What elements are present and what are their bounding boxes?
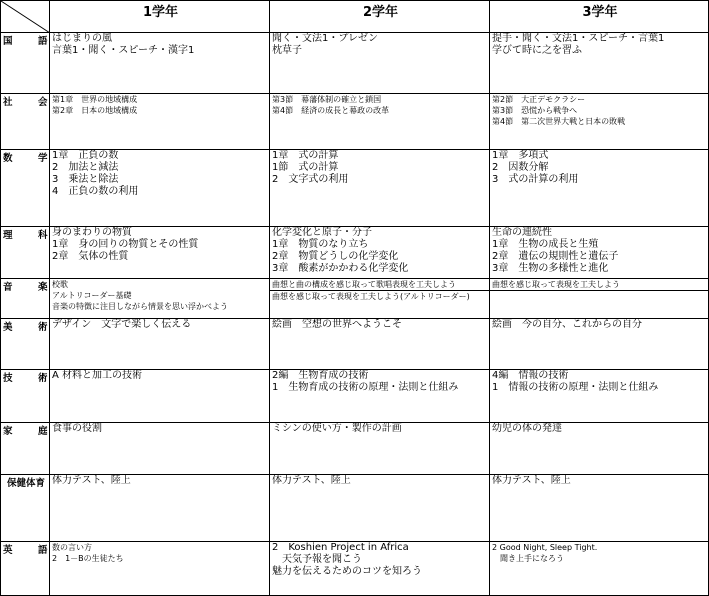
header-row xyxy=(1,1,709,33)
cell-line: 1章 身の回りの物質とその性質 xyxy=(52,239,199,250)
cell-line: 3章 生物の多様性と進化 xyxy=(492,263,609,274)
subject-science: 理 科 xyxy=(1,227,50,279)
cell-music-y3 xyxy=(490,279,709,319)
cell-line: 絵画 今の自分、これからの自分 xyxy=(492,319,642,330)
cell-line: 第4節 経済の成長と幕政の改革 xyxy=(272,106,390,115)
cell-line: 4編 情報の技術 xyxy=(492,370,569,381)
cell-line: 聞き上手になろう xyxy=(492,554,564,563)
cell-line: 1章 式の計算 xyxy=(272,150,339,161)
cell-pe-y3 xyxy=(490,475,709,542)
cell-japanese-y1 xyxy=(50,33,270,94)
cell-music-y2 xyxy=(270,279,490,319)
music-segment xyxy=(490,279,708,290)
cell-line: 1 生物育成の技術の原理・法則と仕組み xyxy=(272,382,459,393)
cell-line: 1章 生物の成長と生殖 xyxy=(492,239,599,250)
cell-line: 体力テスト、陸上 xyxy=(52,475,131,486)
cell-english-y1 xyxy=(50,542,270,596)
table-row xyxy=(1,423,709,475)
table-row xyxy=(1,150,709,227)
cell-line: 曲想と曲の構成を感じ取って歌唱表現を工夫しよう xyxy=(272,280,456,289)
cell-english-y2 xyxy=(270,542,490,596)
cell-line: 3 式の計算の利用 xyxy=(492,174,579,185)
cell-line: 校歌 xyxy=(52,280,68,289)
cell-line: 2 加法と減法 xyxy=(52,162,119,173)
cell-line: 2 Koshien Project in Africa xyxy=(272,542,409,553)
cell-math-y3 xyxy=(490,150,709,227)
subject-art: 美 術 xyxy=(1,319,50,370)
cell-line: 2章 遺伝の規則性と遺伝子 xyxy=(492,251,619,262)
cell-line: 2編 生物育成の技術 xyxy=(272,370,369,381)
music-segment xyxy=(270,290,489,302)
cell-line: 1節 式の計算 xyxy=(272,162,339,173)
cell-art-y2 xyxy=(270,319,490,370)
cell-line: 絵画 空想の世界へようこそ xyxy=(272,319,402,330)
cell-line: 音楽の特徴に注目しながら情景を思い浮かべよう xyxy=(52,302,228,311)
cell-line: 食事の役割 xyxy=(52,423,102,434)
cell-art-y3 xyxy=(490,319,709,370)
cell-line: 2 Good Night, Sleep Tight. xyxy=(492,543,598,552)
cell-line: 体力テスト、陸上 xyxy=(492,475,571,486)
cell-line: はじまりの風 xyxy=(52,33,112,44)
cell-line: 2 因数分解 xyxy=(492,162,549,173)
subject-pe: 保健体育 xyxy=(1,475,50,542)
cell-line: アルトリコーダー基礎 xyxy=(52,291,132,300)
cell-line: 1章 多項式 xyxy=(492,150,549,161)
corner-cell xyxy=(1,1,50,33)
cell-science-y1 xyxy=(50,227,270,279)
cell-line: 聞く・文法1・プレゼン xyxy=(272,33,378,44)
diagonal-line xyxy=(1,1,50,33)
cell-japanese-y2 xyxy=(270,33,490,94)
cell-line: 4 正負の数の利用 xyxy=(52,186,139,197)
cell-home-y2 xyxy=(270,423,490,475)
cell-science-y2 xyxy=(270,227,490,279)
cell-line: 化学変化と原子・分子 xyxy=(272,227,372,238)
cell-home-y1 xyxy=(50,423,270,475)
subject-technology: 技 術 xyxy=(1,370,50,423)
cell-line: 1章 物質のなり立ち xyxy=(272,239,369,250)
year-3-header: 3学年 xyxy=(490,1,709,33)
cell-line: 数の言い方 xyxy=(52,543,92,552)
cell-line: 身のまわりの物質 xyxy=(52,227,132,238)
cell-line: 第4節 第二次世界大戦と日本の敗戦 xyxy=(492,117,626,126)
cell-line: 体力テスト、陸上 xyxy=(272,475,351,486)
table-row xyxy=(1,227,709,279)
subject-home-economics: 家 庭 xyxy=(1,423,50,475)
table-row xyxy=(1,319,709,370)
cell-japanese-y3 xyxy=(490,33,709,94)
cell-tech-y2 xyxy=(270,370,490,423)
subject-music: 音 楽 xyxy=(1,279,50,319)
cell-line: 2 文字式の利用 xyxy=(272,174,349,185)
cell-line: 曲想を感じ取って表現を工夫しよう(アルトリコーダー) xyxy=(272,292,470,301)
cell-english-y3 xyxy=(490,542,709,596)
cell-line: 2章 物質どうしの化学変化 xyxy=(272,251,399,262)
subject-japanese: 国 語 xyxy=(1,33,50,94)
cell-line: 2 1－Bの生徒たち xyxy=(52,554,124,563)
subject-math: 数 学 xyxy=(1,150,50,227)
table-row xyxy=(1,94,709,150)
table-row xyxy=(1,370,709,423)
cell-line: 生命の連続性 xyxy=(492,227,552,238)
table-row xyxy=(1,279,709,319)
cell-line: 提手・聞く・文法1・スピーチ・言葉1 xyxy=(492,33,665,44)
cell-line: 第2章 日本の地域構成 xyxy=(52,106,138,115)
subject-english: 英 語 xyxy=(1,542,50,596)
cell-line: 魅力を伝えるためのコツを知ろう xyxy=(272,566,422,577)
cell-social-y3 xyxy=(490,94,709,150)
table-row xyxy=(1,33,709,94)
cell-pe-y2 xyxy=(270,475,490,542)
year-2-header: 2学年 xyxy=(270,1,490,33)
cell-line: 第2節 大正デモクラシー xyxy=(492,95,586,104)
cell-line: 幼児の体の発達 xyxy=(492,423,562,434)
cell-line: 枕草子 xyxy=(272,45,302,56)
cell-line: 第1章 世界の地域構成 xyxy=(52,95,138,104)
cell-line: デザイン 文字で楽しく伝える xyxy=(52,319,192,330)
cell-line: 第3節 恐慌から戦争へ xyxy=(492,106,578,115)
cell-line: 2章 気体の性質 xyxy=(52,251,129,262)
cell-music-y1 xyxy=(50,279,270,319)
subject-social-studies: 社 会 xyxy=(1,94,50,150)
cell-tech-y3 xyxy=(490,370,709,423)
cell-line: 1章 正負の数 xyxy=(52,150,119,161)
cell-line: 第3節 幕藩体制の確立と鎖国 xyxy=(272,95,382,104)
cell-pe-y1 xyxy=(50,475,270,542)
cell-social-y1 xyxy=(50,94,270,150)
cell-line: 天気予報を聞こう xyxy=(272,554,362,565)
cell-math-y2 xyxy=(270,150,490,227)
table-row xyxy=(1,542,709,596)
year-1-header: 1学年 xyxy=(50,1,270,33)
cell-line: A 材料と加工の技術 xyxy=(52,370,143,381)
cell-line: 3章 酸素がかかわる化学変化 xyxy=(272,263,409,274)
cell-line: 曲想を感じ取って表現を工夫しよう xyxy=(492,280,620,289)
cell-line: 1 情報の技術の原理・法則と仕組み xyxy=(492,382,659,393)
cell-home-y3 xyxy=(490,423,709,475)
music-segment xyxy=(270,279,489,290)
cell-line: ミシンの使い方・製作の計画 xyxy=(272,423,402,434)
music-segment xyxy=(490,290,708,310)
cell-math-y1 xyxy=(50,150,270,227)
cell-science-y3 xyxy=(490,227,709,279)
cell-line: 学びて時に之を習ふ xyxy=(492,45,582,56)
cell-line: 3 乗法と除法 xyxy=(52,174,119,185)
cell-tech-y1 xyxy=(50,370,270,423)
table-row xyxy=(1,475,709,542)
cell-social-y2 xyxy=(270,94,490,150)
cell-line: 言葉1・聞く・スピーチ・漢字1 xyxy=(52,45,195,56)
cell-art-y1 xyxy=(50,319,270,370)
